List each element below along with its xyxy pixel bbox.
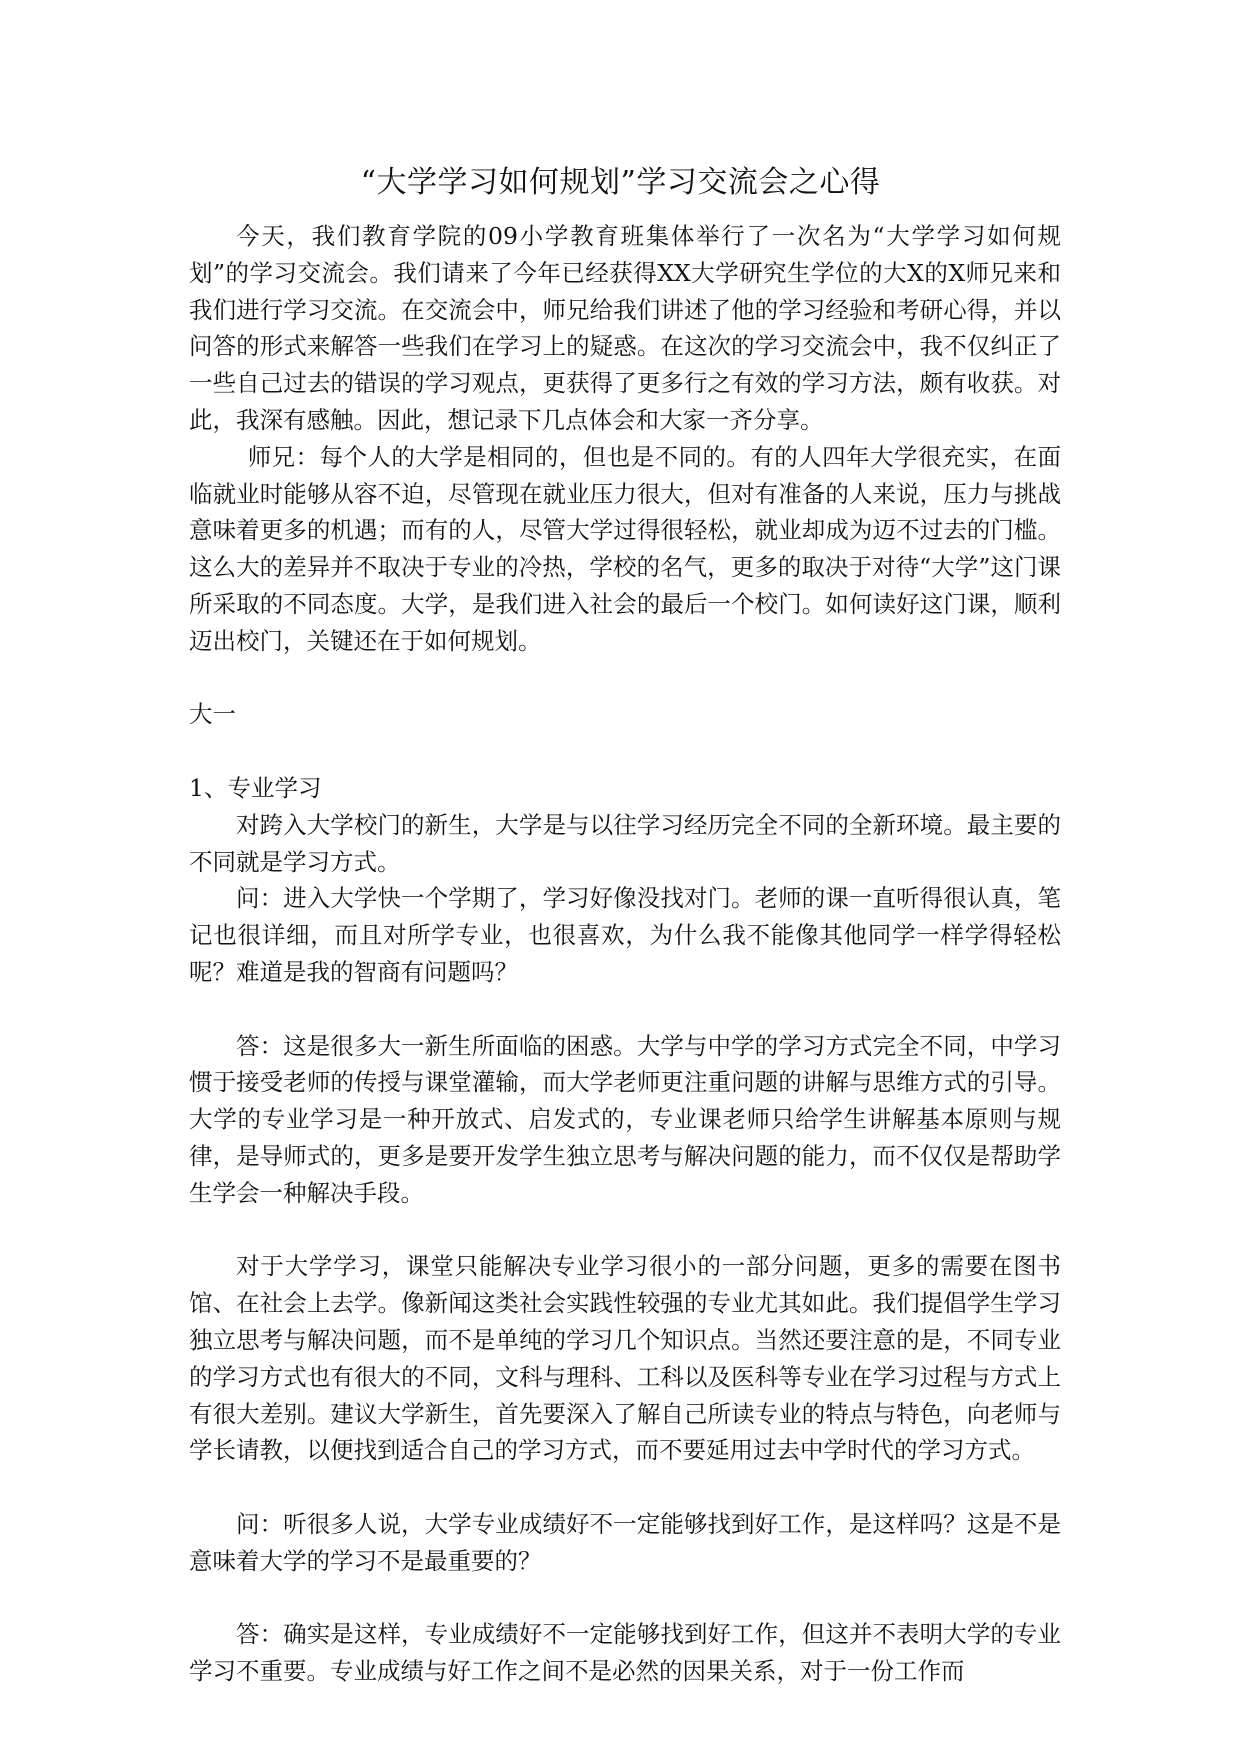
answer-paragraph-2: 答：确实是这样，专业成绩好不一定能够找到好工作，但这并不表明大学的专业学习不重要。专业成绩与好工作之间不是必然的因果关系，对于一份工作而 <box>189 1620 1061 1686</box>
blank-line <box>189 1212 1061 1249</box>
document-title: “大学学习如何规划”学习交流会之心得 <box>360 165 881 200</box>
blank-line <box>189 1579 1061 1616</box>
blank-line <box>189 1469 1061 1506</box>
paragraph-university-learning: 对于大学学习，课堂只能解决专业学习很小的一部分问题，更多的需要在图书馆、在社会上去学。像新闻这类社会实践性较强的专业尤其如此。我们提倡学生学习独立思考与解决问题，而不是单纯的学习几个知识点。当然还要注意的是，不同专业的学习方式也有很大的不同，文科与理科、工科以及医科等专业在学习过程与方式上有很大差别。建议大学新生，首先要深入了解自己所读专业的特点与特色，向老师与学长请教，以便找到适合自己的学习方式，而不要延用过去中学时代的学习方式。 <box>189 1252 1061 1465</box>
paragraph-new-environment: 对跨入大学校门的新生，大学是与以往学习经历完全不同的全新环境。最主要的不同就是学习方式。 <box>189 810 1061 876</box>
question-paragraph-1: 问：进入大学快一个学期了，学习好像没找对门。老师的课一直听得很认真，笔记也很详细，而且对所学专业，也很喜欢，为什么我不能像其他同学一样学得轻松呢？难道是我的智商有问题吗？ <box>189 884 1061 986</box>
subsection-heading-major-study: 1、专业学习 <box>189 773 322 802</box>
paragraph-senior-remarks: 师兄：每个人的大学是相同的，但也是不同的。有的人四年大学很充实，在面临就业时能够从容不迫，尽管现在就业压力很大，但对有准备的人来说，压力与挑战意味着更多的机遇；而有的人，尽管大学过得很轻松，就业却成为迈不过去的门槛。这么大的差异并不取决于专业的冷热，学校的名气，更多的取决于对待“大学”这门课所采取的不同态度。大学，是我们进入社会的最后一个校门。如何读好这门课，顺利迈出校门，关键还在于如何规划。 <box>189 442 1061 655</box>
question-paragraph-2: 问：听很多人说，大学专业成绩好不一定能够找到好工作，是这样吗？这是不是意味着大学的学习不是最重要的？ <box>189 1509 1061 1575</box>
blank-line <box>189 733 1061 770</box>
answer-paragraph-1: 答：这是很多大一新生所面临的困惑。大学与中学的学习方式完全不同，中学习惯于接受老师的传授与课堂灌输，而大学老师更注重问题的讲解与思维方式的引导。大学的专业学习是一种开放式、启发式的，专业课老师只给学生讲解基本原则与规律，是导师式的，更多是要开发学生独立思考与解决问题的能力，而不仅仅是帮助学生学会一种解决手段。 <box>189 1031 1061 1207</box>
document-body <box>189 218 1061 1690</box>
paragraph-intro: 今天，我们教育学院的09小学教育班集体举行了一次名为“大学学习如何规划”的学习交流会。我们请来了今年已经获得XX大学研究生学位的大X的X师兄来和我们进行学习交流。在交流会中，师兄给我们讲述了他的学习经验和考研心得，并以问答的形式来解答一些我们在学习上的疑惑。在这次的学习交流会中，我不仅纠正了一些自己过去的错误的学习观点，更获得了更多行之有效的学习方法，颇有收获。对此，我深有感触。因此，想记录下几点体会和大家一齐分享。 <box>189 222 1061 434</box>
section-heading-freshman: 大一 <box>189 700 236 729</box>
blank-line <box>189 660 1061 697</box>
blank-line <box>189 991 1061 1028</box>
